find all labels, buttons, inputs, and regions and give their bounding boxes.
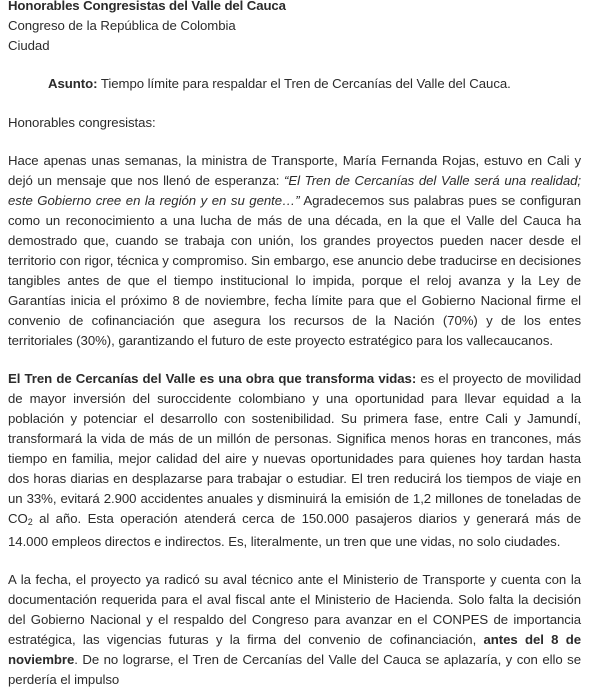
subject-text: Tiempo límite para respaldar el Tren de Cercanías del Valle del Cauca. (97, 76, 511, 91)
paragraph2-part1: es el proyecto de movilidad de mayor inversión del suroccidente colombiano y una oportunidad para llevar equidad a la población y potenciar el desarrollo con sostenibilidad. Su primera fase, entre Cali y Jamundí, transformará la vida de más de un millón de personas. Significa menos horas en trancones, más tiempo en familia, mejor calidad del aire y nuevas oportunidades para quienes hoy tardan hasta dos horas diarias en desplazarse para trabajar o estudiar. El tren reducirá los tiempos de viaje en un 33%, evitará 2.900 accidentes anuales y disminuirá la emisión de 1,2 millones de toneladas de CO (8, 371, 581, 526)
deadline-emphasis: antes del 8 de noviembre (8, 631, 581, 667)
paragraph1-part1: Hace apenas unas semanas, la ministra de Transporte, María Fernanda Rojas, estuvo en Cali y dejó un mensaje que nos llenó de esperanza: (8, 153, 581, 188)
addressee-institution: Congreso de la República de Colombia (8, 18, 236, 33)
paragraph1-part2: Agradecemos sus palabras pues se configuran como un reconocimiento a una lucha de más de una década, en la que el Valle del Cauca ha demostrado que, cuando se trabaja con unión, los grandes proyectos pueden nacer desde el territorio con rigor, técnica y compromiso. Sin embargo, ese anuncio debe traducirse en decisiones tangibles antes de que el tiempo institucional lo impida, porque el reloj avanza y la Ley de Garantías inicia el próximo 8 de noviembre, fecha límite para que el Gobierno Nacional firme el convenio de cofinanciación que asegura los recursos de la Nación (70%) y de los entes territoriales (30%), garantizando el futuro de este proyecto estratégico para los vallecaucanos. (8, 193, 581, 348)
subject-line (8, 74, 581, 94)
paragraph-estado-tramite (8, 570, 581, 690)
paragraph3-part2: . De no lograrse, el Tren de Cercanías del Valle del Cauca se aplazaría, y con ello se perdería el impulso (8, 651, 581, 687)
addressee-title: Honorables Congresistas del Valle del Cauca (8, 0, 286, 13)
paragraph2-lead: El Tren de Cercanías del Valle es una obra que transforma vidas: (8, 371, 417, 386)
minister-quote: “El Tren de Cercanías del Valle será una realidad; este Gobierno cree en la región y en su gente…” (8, 173, 581, 208)
paragraph-ministra-anuncio (8, 151, 581, 351)
paragraph3-part1: A la fecha, el proyecto ya radicó su aval técnico ante el Ministerio de Transporte y cuenta con la documentación requerida para el aval fiscal ante el Ministerio de Hacienda. Solo falta la decisión del Gobierno Nacional y el respaldo del Congreso para avanzar en el CONPES de importancia estratégica, las vigencias futuras y la firma del convenio de cofinanciación, (8, 571, 581, 647)
paragraph-obra-transforma-vidas (8, 369, 581, 552)
subject-label: Asunto: (48, 76, 98, 91)
salutation: Honorables congresistas: (8, 115, 156, 130)
addressee-city: Ciudad (8, 38, 50, 53)
co2-subscript: 2 (27, 516, 33, 527)
paragraph2-part2: al año. Esta operación atenderá cerca de 150.000 pasajeros diarios y generará más de 14.000 empleos directos e indirectos. Es, literalmente, un tren que une vidas, no solo ciudades. (8, 511, 581, 549)
